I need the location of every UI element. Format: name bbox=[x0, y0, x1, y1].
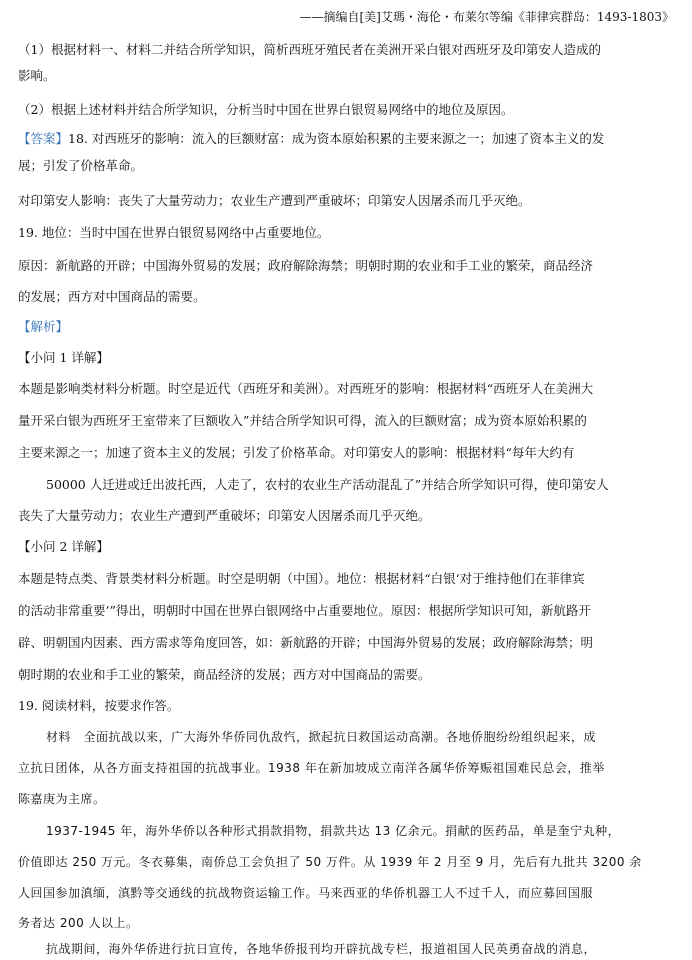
material-line: 抗战期间，海外华侨进行抗日宣传，各地华侨报刊均开辟抗战专栏，报道祖国人民英勇奋战的消息， bbox=[46, 942, 597, 956]
analysis-tag: 【解析】 bbox=[18, 319, 69, 334]
material-line: 陈嘉庚为主席。 bbox=[18, 792, 106, 806]
answer-18-indian: 对印第安人影响：丧失了大量劳动力；农业生产遭到严重破坏；印第安人因屠杀而几乎灭绝。 bbox=[18, 193, 531, 208]
answer-18-text: 18. 对西班牙的影响：流入的巨额财富：成为资本原始积累的主要来源之一；加速了资本主义的发 bbox=[68, 131, 605, 146]
material-line: 务者达 200 人以上。 bbox=[18, 916, 139, 930]
answer-18-line-2: 展；引发了价格革命。 bbox=[18, 158, 144, 173]
sub2-line: 的活动非常重要’”得出，明朝时中国在世界白银网络中占重要地位。原因：根据所学知识可知，新航路开 bbox=[18, 603, 591, 618]
sub2-line: 辟、明朝国内因素、西方需求等角度回答，如：新航路的开辟；中国海外贸易的发展；政府解除海禁；明 bbox=[18, 635, 594, 650]
sub2-tag: 【小问 2 详解】 bbox=[18, 539, 109, 554]
question-1-line-1: （1）根据材料一、材料二并结合所学知识，简析西班牙殖民者在美洲开采白银对西班牙及印第安人造成的 bbox=[18, 42, 601, 57]
sub1-line: 量开采白银为西班牙王室带来了巨额收入”并结合所学知识可得，流入的巨额财富；成为资本原始积累的 bbox=[18, 413, 587, 428]
source-citation: ——摘编自[美]艾瑪・海伦・布莱尔等编《菲律宾群岛：1493-1803》 bbox=[299, 10, 674, 24]
question-19-title: 19. 阅读材料，按要求作答。 bbox=[18, 698, 180, 713]
material-line: 价值即达 250 万元。冬衣募集，南侨总工会负担了 50 万件。从 1939 年 2 月至 9 月，先后有九批共 3200 余 bbox=[18, 855, 642, 869]
sub1-line: 丧失了大量劳动力；农业生产遭到严重破坏；印第安人因屠杀而几乎灭绝。 bbox=[18, 508, 431, 523]
material-line: 1937-1945 年，海外华侨以各种形式捐款捐物，捐款共达 13 亿余元。捐献的医药品，单是奎宁丸种， bbox=[46, 824, 621, 838]
answer-19-reason-line-2: 的发展；西方对中国商品的需要。 bbox=[18, 289, 206, 304]
sub1-line: 主要来源之一；加速了资本主义的发展；引发了价格革命。对印第安人的影响：根据材料“每年大约有 bbox=[18, 445, 575, 460]
sub1-line: 本题是影响类材料分析题。时空是近代（西班牙和美洲）。对西班牙的影响：根据材料“西班牙人在美洲大 bbox=[18, 381, 594, 396]
answer-19-position: 19. 地位：当时中国在世界白银贸易网络中占重要地位。 bbox=[18, 225, 330, 240]
question-1-line-2: 影响。 bbox=[18, 68, 56, 83]
sub2-line: 朝时期的农业和手工业的繁荣，商品经济的发展；西方对中国商品的需要。 bbox=[18, 667, 431, 682]
sub1-line: 50000 人迁进或迁出波托西，人走了，农村的农业生产活动混乱了”并结合所学知识可得，使印第安人 bbox=[46, 477, 609, 492]
sub2-line: 本题是特点类、背景类材料分析题。时空是明朝（中国）。地位：根据材料“白银‘对于维持他们在菲律宾 bbox=[18, 571, 585, 586]
answer-19-reason-line-1: 原因：新航路的开辟；中国海外贸易的发展；政府解除海禁；明朝时期的农业和手工业的繁荣，商品经济 bbox=[18, 258, 594, 273]
material-line: 材料 全面抗战以来，广大海外华侨同仇敌忾，掀起抗日救国运动高潮。各地侨胞纷纷组织起来，成 bbox=[46, 730, 597, 744]
material-line: 人回国参加滇缅，滇黔等交通线的抗战物资运输工作。马来西亚的华侨机器工人不过千人，而应募回国服 bbox=[18, 886, 594, 900]
sub1-tag: 【小问 1 详解】 bbox=[18, 350, 109, 365]
question-2: （2）根据上述材料并结合所学知识，分析当时中国在世界白银贸易网络中的地位及原因。 bbox=[18, 102, 514, 117]
answer-tag: 【答案】 bbox=[18, 131, 69, 146]
answer-18-line-1 bbox=[18, 130, 674, 148]
material-line: 立抗日团体，从各方面支持祖国的抗战事业。1938 年在新加坡成立南洋各属华侨筹赈祖国难民总会，推举 bbox=[18, 761, 605, 775]
